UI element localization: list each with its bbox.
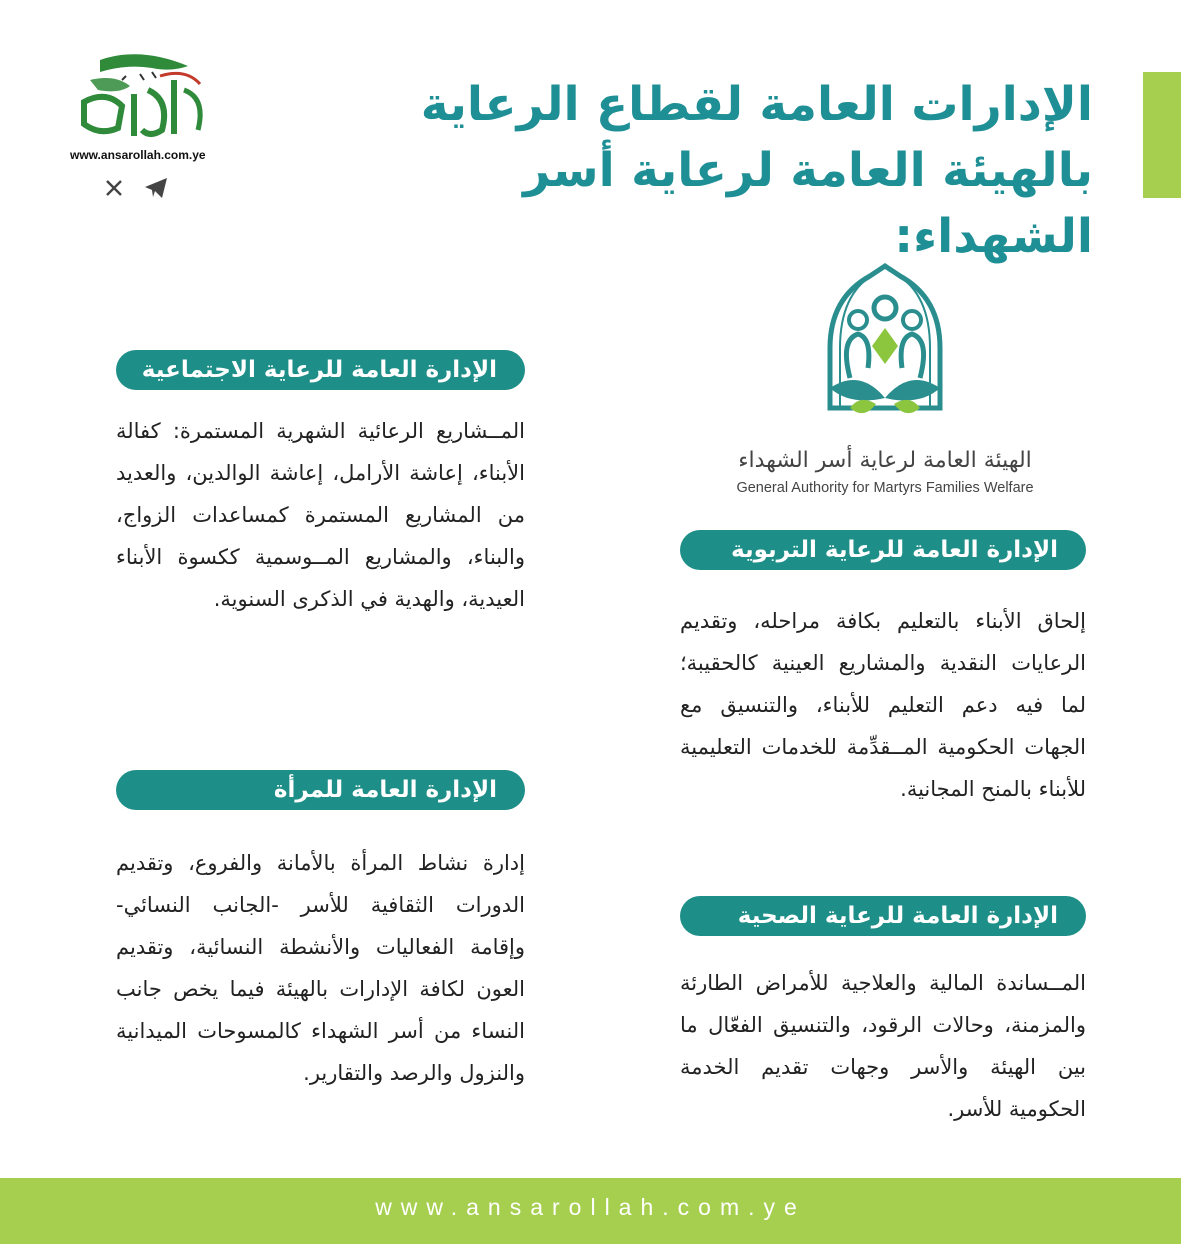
text-social-welfare: المــشاريع الرعائية الشهرية المستمرة: كفالة الأبناء، إعاشة الأرامل، إعاشة الوالدين، والعديد من المشاريع المستمرة كمساعدات الزواج، والبناء، والمشاريع المــوسمية ككسوة الأبناء العيدية، والهدية في الذكرى السنوية.: [116, 419, 525, 611]
authority-name-ar: الهيئة العامة لرعاية أسر الشهداء: [738, 448, 1032, 473]
family-emblem-icon: [700, 258, 1070, 438]
calligraphy-logo-icon: [60, 50, 230, 146]
authority-logo: [700, 258, 1070, 503]
text-health: المــساندة المالية والعلاجية للأمراض الطارئة والمزمنة، وحالات الرقود، والتنسيق الفعّال ما بين الهيئة والأسر وجهات تقديم الخدمة الحكومية للأسر.: [680, 971, 1086, 1121]
text-education: إلحاق الأبناء بالتعليم بكافة مراحله، وتقديم الرعايات النقدية والمشاريع العينية كالحقيبة؛ لما فيه دعم التعليم للأبناء، والتنسيق مع الجهات الحكومية المــقدِّمة للخدمات التعليمية للأبناء بالمنح المجانية.: [680, 609, 1086, 801]
ansarollah-logo: [60, 50, 230, 210]
site-url: www.ansarollah.com.ye: [70, 148, 206, 162]
x-icon[interactable]: [102, 176, 126, 200]
title-line-1: الإدارات العامة لقطاع الرعاية: [420, 77, 1093, 132]
accent-tab: [1143, 72, 1181, 198]
title-line-2: بالهيئة العامة لرعاية أسر الشهداء:: [523, 143, 1093, 264]
authority-name-en: General Authority for Martyrs Families Welfare: [736, 480, 1034, 496]
text-women: إدارة نشاط المرأة بالأمانة والفروع، وتقديم الدورات الثقافية للأسر -الجانب النسائي- وإقامة الفعاليات والأنشطة النسائية، وتقديم العون لكافة الإدارات بالهيئة فيما يخص جانب النساء من أسر الشهداء كالمسوحات الميدانية والنزول والرصد والتقارير.: [116, 851, 525, 1085]
heading-health: الإدارة العامة للرعاية الصحية: [680, 896, 1086, 936]
footer-url[interactable]: www.ansarollah.com.ye: [375, 1194, 806, 1220]
footer-bar: [0, 1178, 1181, 1244]
heading-social-welfare: الإدارة العامة للرعاية الاجتماعية: [116, 350, 525, 390]
telegram-icon[interactable]: [144, 176, 168, 200]
heading-education: الإدارة العامة للرعاية التربوية: [680, 530, 1086, 570]
heading-women: الإدارة العامة للمرأة: [116, 770, 525, 810]
social-icons: [102, 176, 168, 200]
page-title: [333, 72, 1093, 270]
